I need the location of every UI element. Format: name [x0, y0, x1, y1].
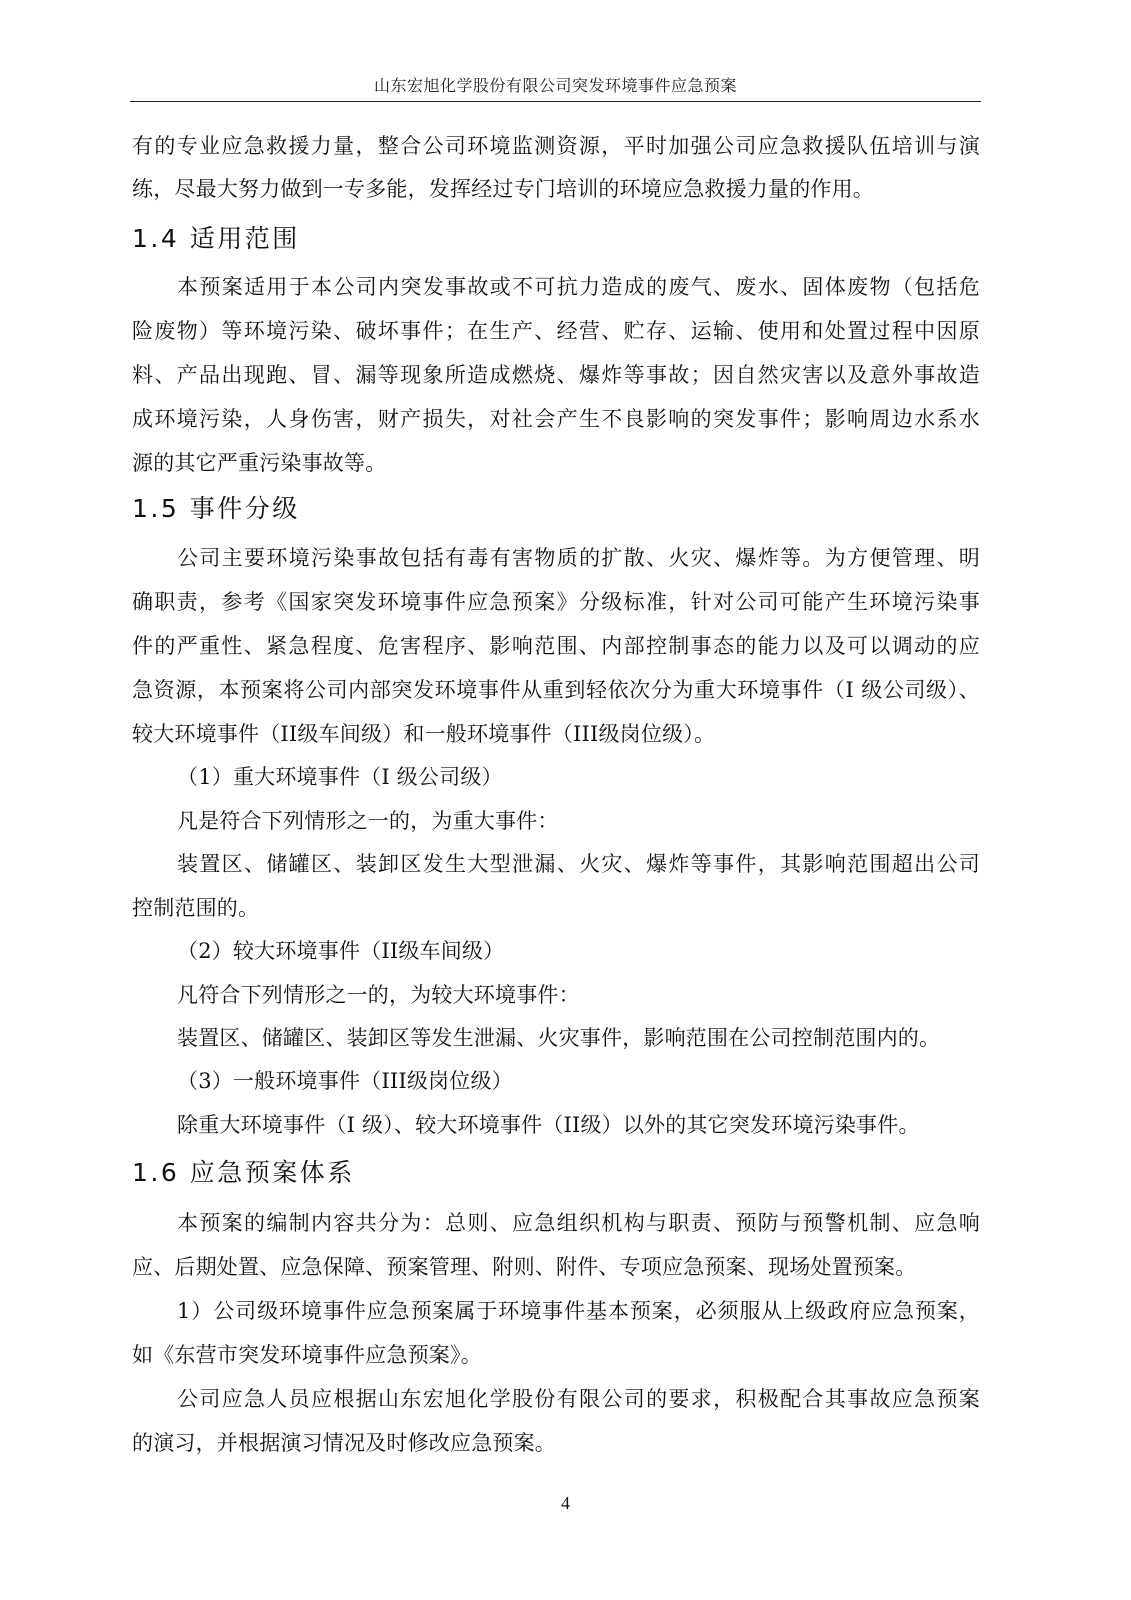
header-rule [130, 101, 981, 102]
level-1-title: （1）重大环境事件（I 级公司级） [177, 765, 503, 789]
body-line: 成环境污染，人身伤害，财产损失，对社会产生不良影响的突发事件；影响周边水系水 [132, 407, 980, 431]
body-line: 如《东营市突发环境事件应急预案》。 [132, 1343, 482, 1367]
body-line: 确职责，参考《国家突发环境事件应急预案》分级标准，针对公司可能产生环境污染事 [132, 590, 980, 614]
body-line: 公司应急人员应根据山东宏旭化学股份有限公司的要求，积极配合其事故应急预案 [177, 1387, 980, 1411]
body-line: 的演习，并根据演习情况及时修改应急预案。 [132, 1431, 556, 1455]
body-line: 源的其它严重污染事故等。 [132, 451, 387, 475]
section-heading-1-6: 1.6 应急预案体系 [132, 1158, 355, 1187]
body-line: 本预案的编制内容共分为：总则、应急组织机构与职责、预防与预警机制、应急响 [177, 1211, 980, 1235]
level-2-title: （2）较大环境事件（II级车间级） [177, 939, 505, 963]
body-line: 装置区、储罐区、装卸区发生大型泄漏、火灾、爆炸等事件，其影响范围超出公司 [177, 852, 980, 876]
section-heading-1-5: 1.5 事件分级 [132, 494, 300, 523]
body-line: 料、产品出现跑、冒、漏等现象所造成燃烧、爆炸等事故；因自然灾害以及意外事故造 [132, 363, 980, 387]
body-line: 件的严重性、紧急程度、危害程序、影响范围、内部控制事态的能力以及可以调动的应 [132, 634, 980, 658]
body-line: 公司主要环境污染事故包括有毒有害物质的扩散、火灾、爆炸等。为方便管理、明 [177, 546, 980, 570]
level-2-desc: 装置区、储罐区、装卸区等发生泄漏、火灾事件，影响范围在公司控制范围内的。 [177, 1026, 941, 1050]
body-line: 1）公司级环境事件应急预案属于环境事件基本预案，必须服从上级政府应急预案， [177, 1299, 980, 1323]
body-line: 急资源，本预案将公司内部突发环境事件从重到轻依次分为重大环境事件（I 级公司级）、 [132, 678, 980, 702]
body-line: 险废物）等环境污染、破坏事件；在生产、经营、贮存、运输、使用和处置过程中因原 [132, 319, 980, 343]
level-3-desc: 除重大环境事件（I 级）、较大环境事件（II级）以外的其它突发环境污染事件。 [177, 1113, 920, 1137]
section-heading-1-4: 1.4 适用范围 [132, 224, 300, 253]
page-number: 4 [561, 1493, 570, 1513]
body-line: 控制范围的。 [132, 896, 260, 920]
level-2-criteria: 凡符合下列情形之一的，为较大环境事件： [177, 983, 580, 1007]
running-header: 山东宏旭化学股份有限公司突发环境事件应急预案 [373, 76, 737, 95]
body-line: 练，尽最大努力做到一专多能，发挥经过专门培训的环境应急救援力量的作用。 [132, 177, 874, 201]
level-1-criteria: 凡是符合下列情形之一的，为重大事件： [177, 809, 559, 833]
body-line: 较大环境事件（II级车间级）和一般环境事件（III级岗位级）。 [132, 722, 716, 746]
body-line: 有的专业应急救援力量，整合公司环境监测资源，平时加强公司应急救援队伍培训与演 [132, 134, 980, 158]
body-line: 本预案适用于本公司内突发事故或不可抗力造成的废气、废水、固体废物（包括危 [177, 275, 980, 299]
body-line: 应、后期处置、应急保障、预案管理、附则、附件、专项应急预案、现场处置预案。 [132, 1255, 917, 1279]
level-3-title: （3）一般环境事件（III级岗位级） [177, 1069, 513, 1093]
